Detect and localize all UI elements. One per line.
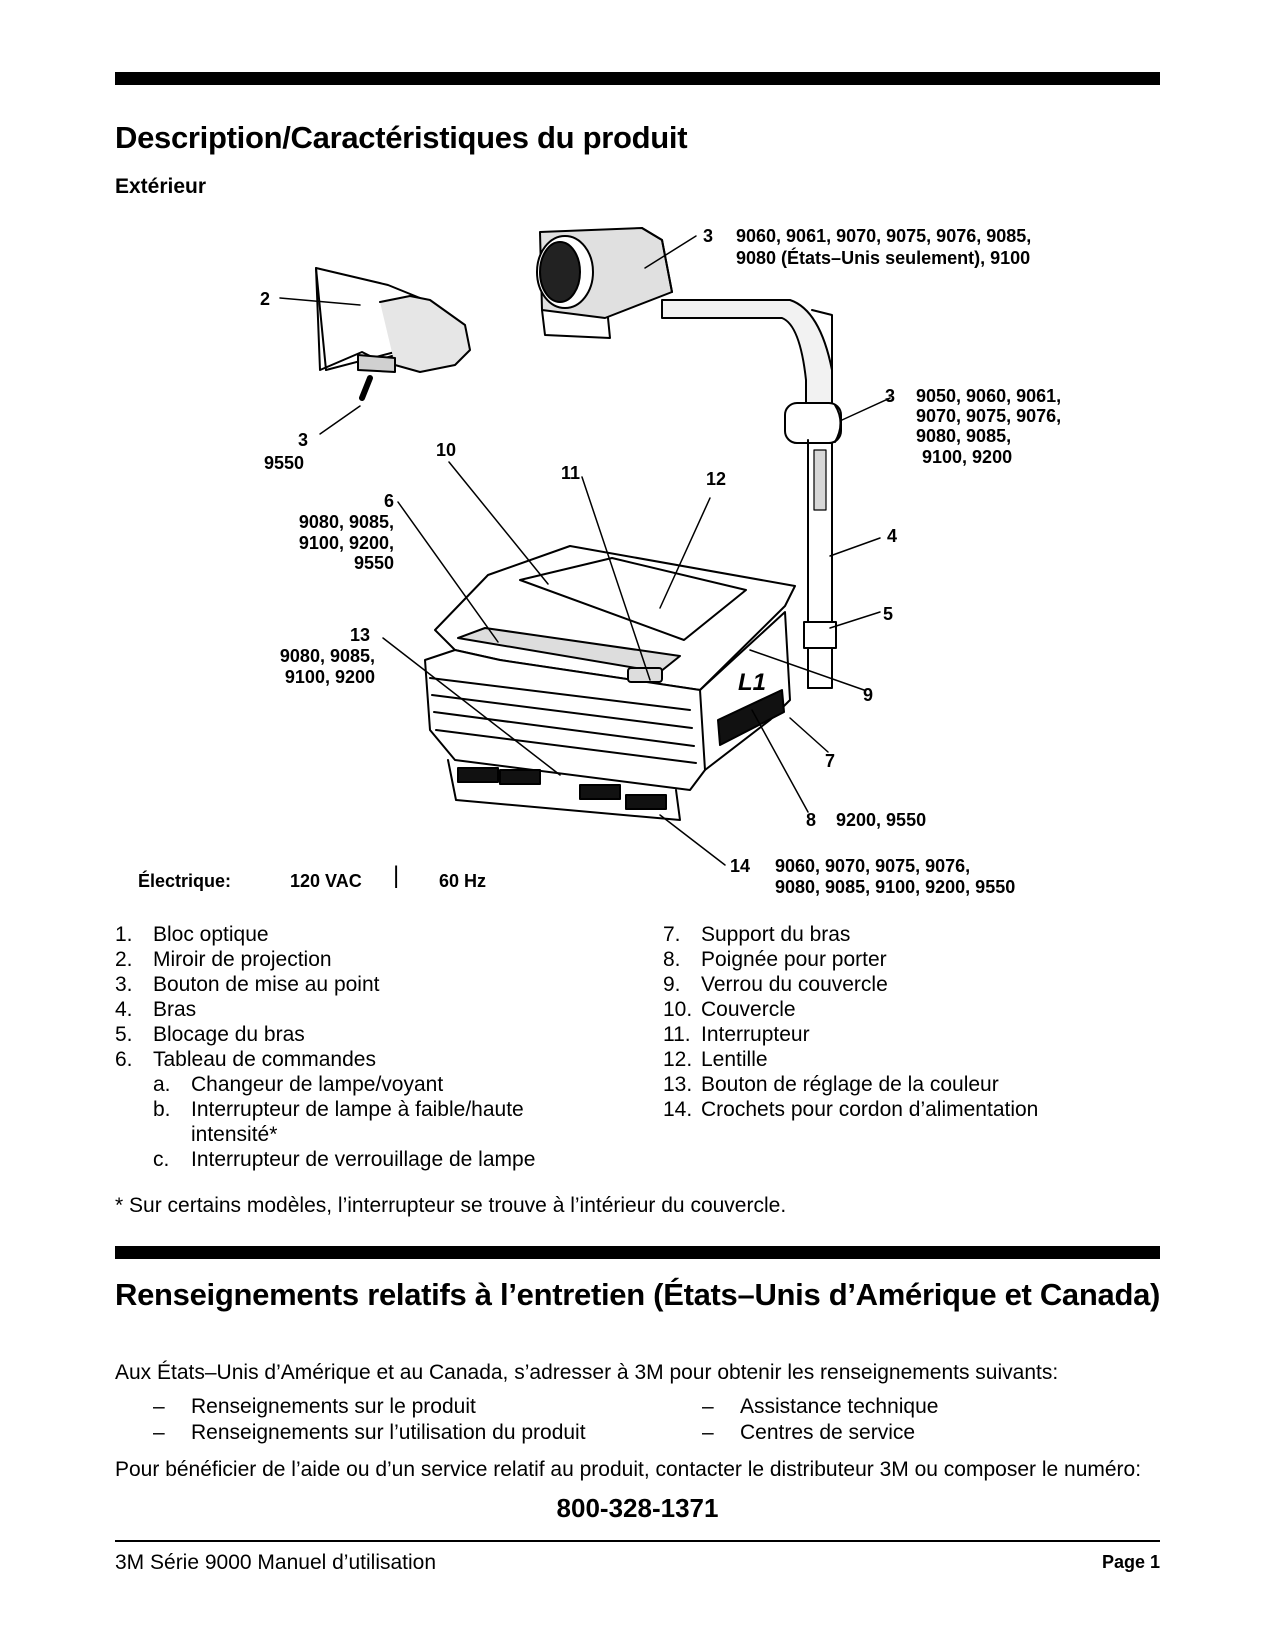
service-contact: Pour bénéficier de l’aide ou d’un service relatif au produit, contacter le distributeur 3M ou composer le numéro: — [115, 1458, 1142, 1481]
section-title-service: Renseignements relatifs à l’entretien (États–Unis d’Amérique et Canada) — [115, 1277, 1161, 1312]
parts-list-left — [115, 922, 635, 1172]
callout-14-models-2: 9080, 9085, 9100, 9200, 9550 — [775, 877, 1016, 897]
list-item: 7. Support du bras — [663, 923, 851, 946]
list-item: 6. Tableau de commandes a. Changeur de lampe/voyant b. Interrupteur de lampe à faible/haute intensité* c. Interrupteur de verrouillage de lampe — [115, 1047, 635, 1172]
callout-14-models-1: 9060, 9070, 9075, 9076, — [775, 856, 971, 876]
callout-14-number: 14 — [730, 856, 751, 876]
callout-13-number: 13 — [349, 625, 370, 645]
electrical-separator: | — [393, 862, 400, 889]
list-item: 8. Poignée pour porter — [663, 948, 887, 971]
callout-6-models-2: 9100, 9200, — [298, 533, 394, 553]
footer-rule — [115, 1540, 1160, 1542]
electrical-label: Électrique: — [138, 871, 232, 891]
callout-11: 11 — [561, 463, 581, 483]
section-rule — [115, 1246, 1160, 1259]
callout-3-right-models-3: 9080, 9085, — [916, 426, 1012, 446]
callout-2: 2 — [260, 289, 271, 309]
footer-title: 3M Série 9000 Manuel d’utilisation — [115, 1551, 437, 1574]
electrical-frequency: 60 Hz — [439, 871, 487, 891]
callout-6-models-3: 9550 — [353, 553, 394, 573]
list-item: 2. Miroir de projection — [115, 948, 332, 971]
service-intro: Aux États–Unis d’Amérique et au Canada, s’adresser à 3M pour obtenir les renseignements suivants: — [115, 1361, 1059, 1384]
callout-12: 12 — [706, 469, 727, 489]
callout-13-models-1: 9080, 9085, — [279, 646, 375, 666]
footnote: * Sur certains modèles, l’interrupteur se trouve à l’intérieur du couvercle. — [115, 1194, 787, 1217]
callout-3-top-number: 3 — [703, 226, 714, 246]
projection-head-small — [316, 268, 470, 398]
list-item: 9. Verrou du couvercle — [663, 973, 888, 996]
list-item: 1. Bloc optique — [115, 923, 269, 946]
sub-list-item: b. Interrupteur de lampe à faible/haute intensité* — [153, 1098, 524, 1146]
callout-6-models-1: 9080, 9085, — [298, 512, 394, 532]
subtitle-exterieur: Extérieur — [115, 175, 207, 198]
callout-13-models-2: 9100, 9200 — [284, 667, 375, 687]
sub-list-item: a. Changeur de lampe/voyant — [153, 1073, 444, 1096]
callout-8-models: 9200, 9550 — [836, 810, 927, 830]
list-item: 14. Crochets pour cordon d’alimentation — [663, 1098, 1039, 1121]
callout-3-right-models-1: 9050, 9060, 9061, — [916, 386, 1062, 406]
sublist-control-panel — [153, 1072, 635, 1172]
section-title-description: Description/Caractéristiques du produit — [115, 120, 688, 155]
callout-3-top-models-1: 9060, 9061, 9070, 9075, 9076, 9085, — [736, 226, 1032, 246]
callout-8-number: 8 — [806, 810, 817, 830]
projection-head-main — [537, 228, 672, 338]
callout-7: 7 — [825, 751, 836, 771]
callout-3-left-model: 9550 — [264, 453, 305, 473]
page-number: Page 1 — [1101, 1552, 1160, 1572]
list-item: 13. Bouton de réglage de la couleur — [663, 1073, 999, 1096]
phone-number: 800-328-1371 — [556, 1493, 719, 1523]
callout-9: 9 — [863, 685, 874, 705]
body-badge: L1 — [738, 669, 767, 696]
callout-10: 10 — [436, 440, 457, 460]
electrical-voltage: 120 VAC — [290, 871, 362, 891]
callout-3-right-models-4: 9100, 9200 — [922, 447, 1013, 467]
list-item: 3. Bouton de mise au point — [115, 973, 380, 996]
callout-3-right-models-2: 9070, 9075, 9076, — [916, 406, 1062, 426]
list-item: 11. Interrupteur — [663, 1023, 810, 1046]
list-item: 10. Couvercle — [663, 998, 796, 1021]
callout-5: 5 — [883, 604, 894, 624]
callout-3-right-number: 3 — [885, 386, 896, 406]
list-item: 5. Blocage du bras — [115, 1023, 305, 1046]
callout-6-number: 6 — [383, 491, 394, 511]
callout-4: 4 — [887, 526, 898, 546]
list-item: 12. Lentille — [663, 1048, 768, 1071]
callout-3-top-models-2: 9080 (États–Unis seulement), 9100 — [736, 248, 1031, 268]
list-item: 4. Bras — [115, 998, 197, 1021]
sub-list-item: c. Interrupteur de verrouillage de lampe — [153, 1148, 536, 1171]
callout-3-left-number: 3 — [298, 430, 309, 450]
parts-list-right — [663, 922, 1143, 1122]
